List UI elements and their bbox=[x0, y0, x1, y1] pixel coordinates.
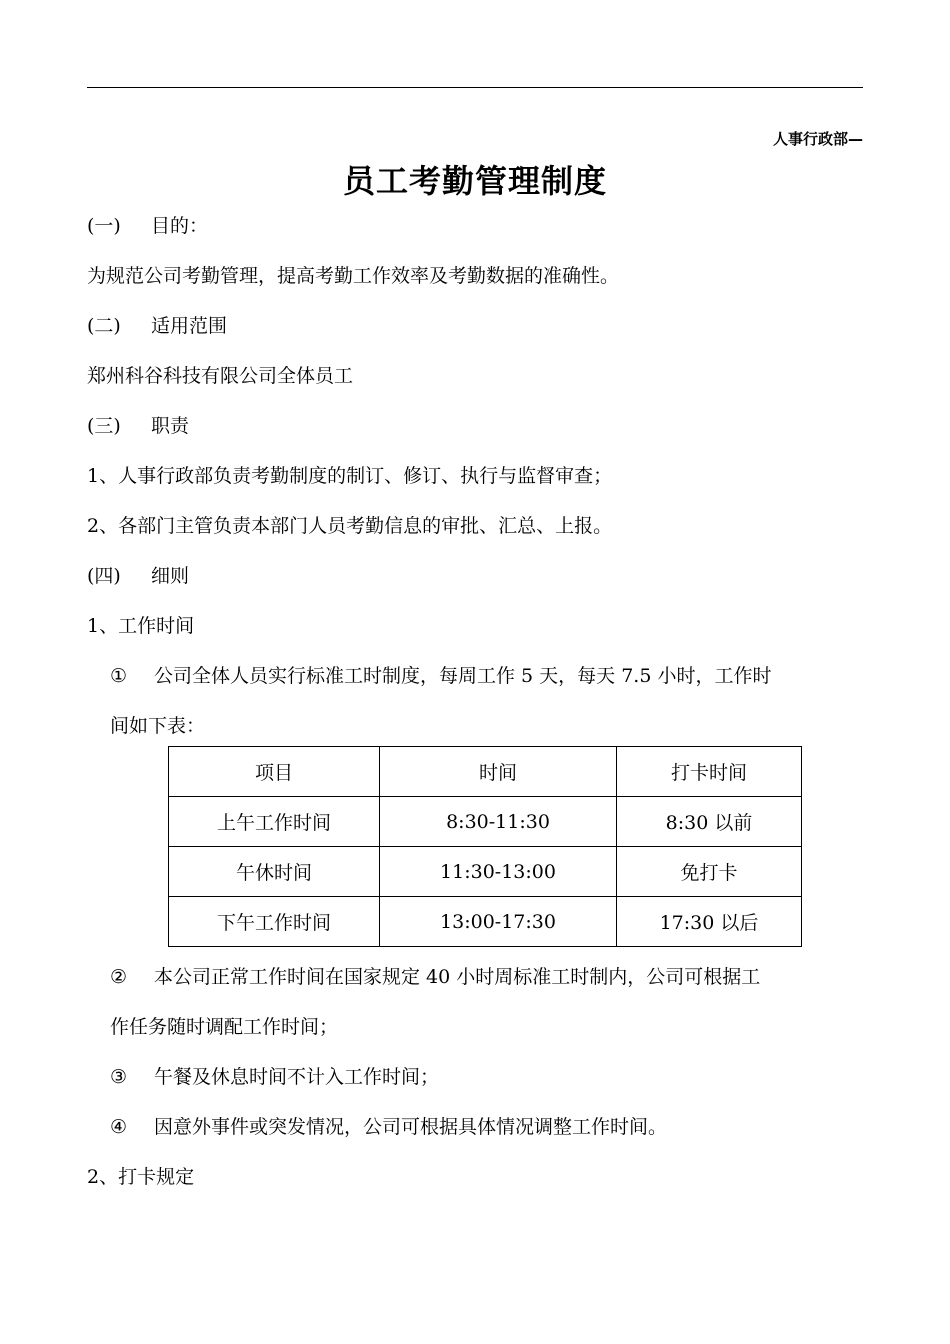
section-1-body: 为规范公司考勤管理，提高考勤工作效率及考勤数据的准确性。 bbox=[87, 265, 620, 287]
clock-rules-heading: 2、打卡规定 bbox=[87, 1166, 195, 1188]
table-row bbox=[169, 847, 802, 897]
table-header: 项目 bbox=[169, 747, 380, 797]
table-cell: 下午工作时间 bbox=[169, 897, 380, 947]
table-cell: 13:00-17:30 bbox=[380, 897, 617, 947]
para-text: 本公司正常工作时间在国家规定 40 小时周标准工时制内，公司可根据工 bbox=[154, 966, 761, 988]
section-index: (四) bbox=[87, 565, 121, 587]
work-time-para-1-cont: 间如下表： bbox=[110, 715, 206, 737]
list-marker: ③ bbox=[110, 1066, 128, 1088]
section-title: 细则 bbox=[151, 565, 190, 587]
table-cell: 上午工作时间 bbox=[169, 797, 380, 847]
table-row bbox=[169, 897, 802, 947]
section-title: 目的： bbox=[151, 215, 209, 237]
section-2-body: 郑州科谷科技有限公司全体员工 bbox=[87, 365, 354, 387]
section-index: (二) bbox=[87, 315, 121, 337]
section-1-heading bbox=[87, 214, 208, 238]
table-cell: 8:30-11:30 bbox=[380, 797, 617, 847]
section-index: (一) bbox=[87, 215, 121, 237]
department-label: 人事行政部— bbox=[772, 130, 863, 148]
table-header: 时间 bbox=[380, 747, 617, 797]
work-time-para-2-cont: 作任务随时调配工作时间； bbox=[110, 1016, 339, 1038]
section-title: 职责 bbox=[151, 415, 190, 437]
section-title: 适用范围 bbox=[151, 315, 228, 337]
work-time-para-2 bbox=[110, 965, 760, 989]
para-text: 因意外事件或突发情况，公司可根据具体情况调整工作时间。 bbox=[154, 1116, 668, 1138]
work-time-para-3 bbox=[110, 1065, 439, 1089]
table-header: 打卡时间 bbox=[617, 747, 802, 797]
list-marker: ① bbox=[110, 665, 128, 687]
table-cell: 午休时间 bbox=[169, 847, 380, 897]
section-2-heading bbox=[87, 314, 227, 338]
table-cell: 8:30 以前 bbox=[617, 797, 802, 847]
list-marker: ② bbox=[110, 966, 128, 988]
para-text: 午餐及休息时间不计入工作时间； bbox=[154, 1066, 440, 1088]
work-time-para-4 bbox=[110, 1115, 667, 1139]
schedule-table bbox=[168, 746, 802, 947]
document-title: 员工考勤管理制度 bbox=[342, 162, 607, 200]
duty-item-2: 2、各部门主管负责本部门人员考勤信息的审批、汇总、上报。 bbox=[87, 515, 613, 537]
header-rule bbox=[87, 87, 863, 88]
section-4-heading bbox=[87, 564, 189, 588]
work-time-heading: 1、工作时间 bbox=[87, 615, 195, 637]
table-cell: 免打卡 bbox=[617, 847, 802, 897]
duty-item-1: 1、人事行政部负责考勤制度的制订、修订、执行与监督审查； bbox=[87, 465, 613, 487]
section-index: (三) bbox=[87, 415, 121, 437]
section-3-heading bbox=[87, 414, 189, 438]
table-header-row bbox=[169, 747, 802, 797]
para-text: 公司全体人员实行标准工时制度，每周工作 5 天，每天 7.5 小时，工作时 bbox=[154, 665, 772, 687]
table-row bbox=[169, 797, 802, 847]
list-marker: ④ bbox=[110, 1116, 128, 1138]
work-time-para-1 bbox=[110, 664, 771, 688]
table-cell: 11:30-13:00 bbox=[380, 847, 617, 897]
table-cell: 17:30 以后 bbox=[617, 897, 802, 947]
